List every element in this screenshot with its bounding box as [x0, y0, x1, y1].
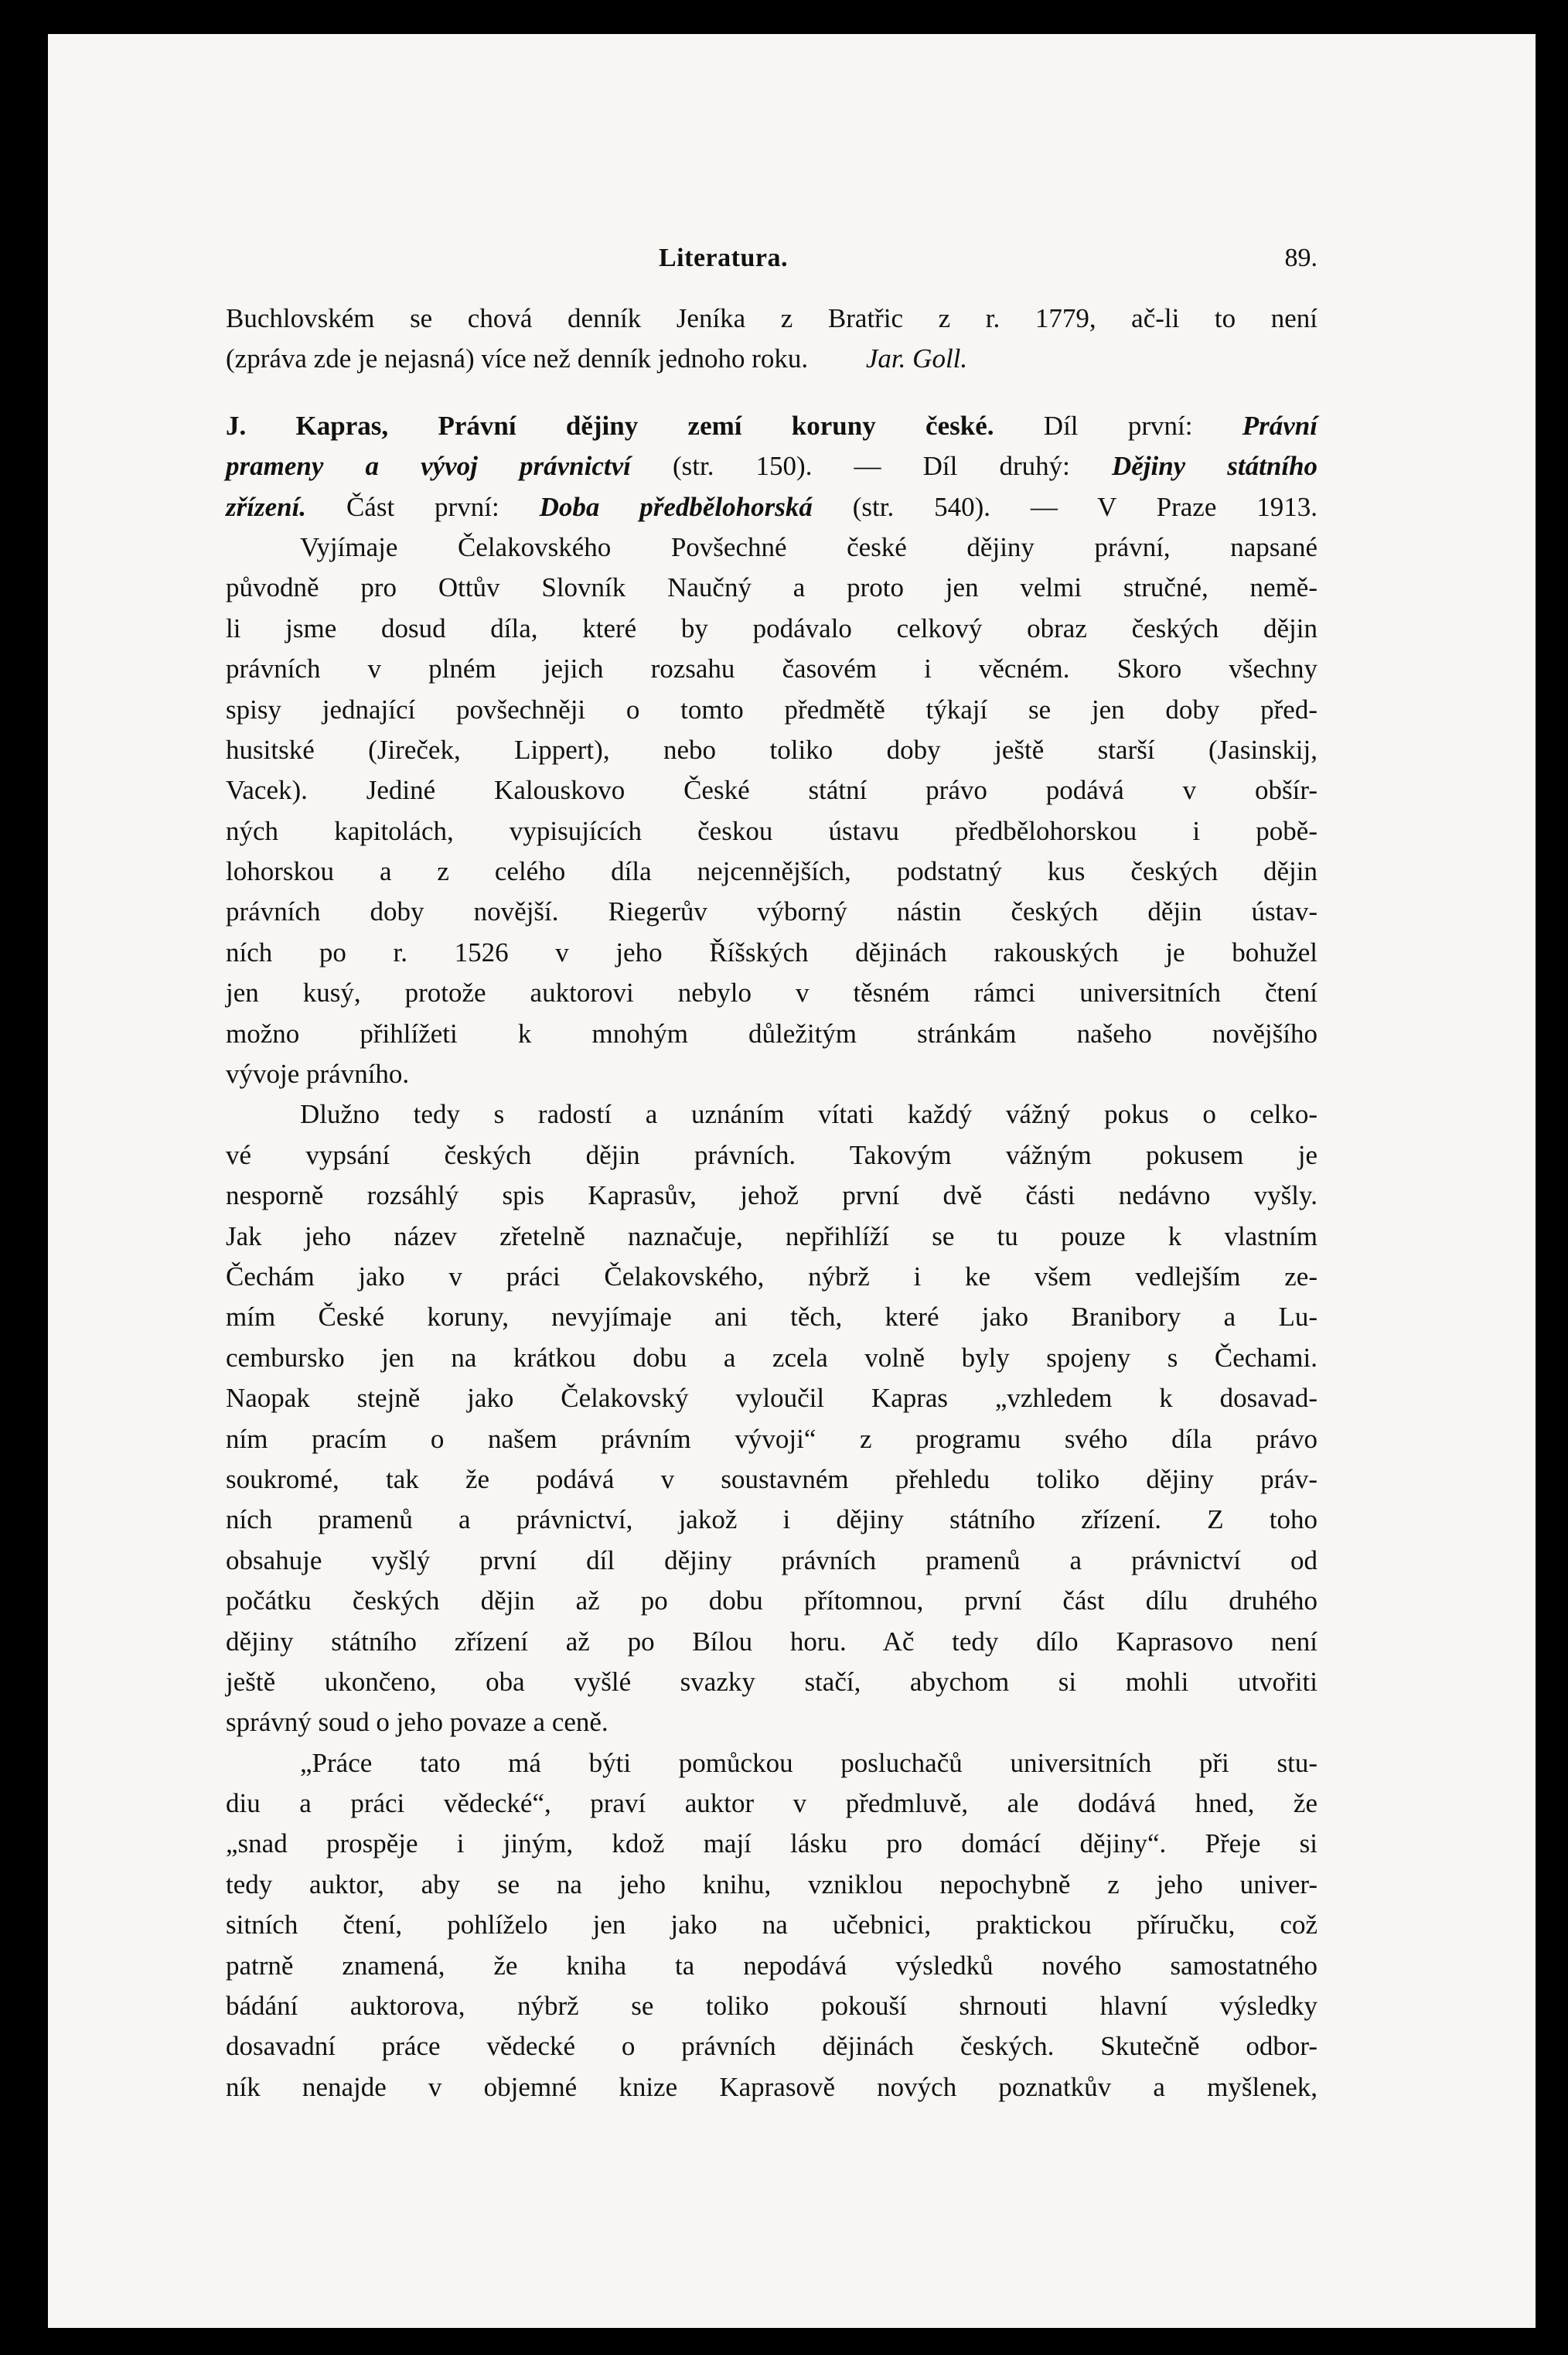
- scanned-page: [48, 34, 1536, 2328]
- citation-part2-title-a: Dějiny státního: [1111, 451, 1318, 482]
- reviewer-signature: Jar. Goll.: [865, 343, 968, 374]
- paragraph1-line: vývoje právního.: [226, 1059, 410, 1090]
- paragraph2-line: Naopak stejně jako Čelakovský vyloučil Kapras „vzhledem k dosavad-: [226, 1383, 1317, 1414]
- paragraph1-line: možno přihlížeti k mnohým důležitým stránkám našeho novějšího: [226, 1018, 1317, 1049]
- paragraph2-line: Jak jeho název zřetelně naznačuje, nepřihlíží se tu pouze k vlastním: [226, 1220, 1317, 1251]
- citation-part2-tail: (str. 540). — V Praze 1913.: [852, 491, 1318, 522]
- section-gap: [226, 380, 1317, 406]
- paragraph2-line: mím České koruny, nevyjímaje ani těch, které jako Branibory a Lu-: [226, 1302, 1317, 1333]
- citation-part1-label: Díl první:: [1043, 410, 1193, 441]
- paragraph1-line: lohorskou a z celého díla nejcennějších, podstatný kus českých dějin: [226, 856, 1317, 887]
- paragraph3-line: sitních čtení, pohlíželo jen jako na učebnici, praktickou příručku, což: [226, 1910, 1317, 1940]
- intro-line-text: (zpráva zde je nejasná) více než denník jednoho roku.: [226, 343, 809, 374]
- citation-part1-title-a: Právní: [1242, 410, 1317, 441]
- citation-author: J. Kapras,: [226, 410, 389, 441]
- paragraph1-line: Vyjímaje Čelakovského Povšechné české dějiny právní, napsané: [300, 531, 1317, 562]
- paragraph2-line: ním pracím o našem právním vývoji“ z programu svého díla právo: [226, 1423, 1317, 1454]
- paragraph1-line: ních po r. 1526 v jeho Říšských dějinách rakouských je bohužel: [226, 937, 1317, 968]
- paragraph3-line: „snad prospěje i jiným, kdož mají lásku pro domácí dějiny“. Přeje si: [226, 1828, 1317, 1859]
- citation-line-1: [226, 406, 1317, 446]
- paragraph2-line: počátku českých dějin až po dobu přítomnou, první část dílu druhého: [226, 1585, 1317, 1616]
- paragraph3-line: bádání auktorova, nýbrž se toliko pokouší shrnouti hlavní výsledky: [226, 1991, 1317, 2022]
- citation-part2-title-b: zřízení.: [226, 491, 307, 522]
- citation-part1-pages: (str. 150). — Díl druhý:: [672, 451, 1070, 482]
- citation-part2-part-title: Doba předbělohorská: [539, 491, 813, 522]
- paragraph2-line: soukromé, tak že podává v soustavném přehledu toliko dějiny práv-: [226, 1463, 1317, 1494]
- paragraph2-line: cembursko jen na krátkou dobu a zcela volně byly spojeny s Čechami.: [226, 1342, 1317, 1373]
- paragraph2-line: Čechám jako v práci Čelakovského, nýbrž i ke všem vedlejším ze-: [226, 1261, 1317, 1292]
- paragraph2-line: vé vypsání českých dějin právních. Takovým vážným pokusem je: [226, 1139, 1317, 1170]
- citation-line-2: [226, 446, 1317, 486]
- running-title: Literatura.: [659, 244, 788, 272]
- paragraph1-line: původně pro Ottův Slovník Naučný a proto jen velmi stručné, nemě-: [226, 572, 1317, 603]
- citation-title: Právní dějiny zemí koruny české.: [438, 410, 994, 441]
- paragraph3-line: „Práce tato má býti pomůckou posluchačů universitních při stu-: [300, 1747, 1317, 1778]
- paragraph2-line: ních pramenů a právnictví, jakož i dějiny státního zřízení. Z toho: [226, 1504, 1317, 1535]
- paragraph2-line: obsahuje vyšlý první díl dějiny právních pramenů a právnictví od: [226, 1544, 1317, 1575]
- paragraph3-line: diu a práci vědecké“, praví auktor v předmluvě, ale dodává hned, že: [226, 1788, 1317, 1819]
- intro-line-last: [226, 339, 1317, 379]
- paragraph3-line: dosavadní práce vědecké o právních dějinách českých. Skutečně odbor-: [226, 2031, 1317, 2062]
- paragraph2-line: Dlužno tedy s radostí a uznáním vítati každý vážný pokus o celko-: [300, 1099, 1317, 1130]
- paragraph3-line: patrně znamená, že kniha ta nepodává výsledků nového samostatného: [226, 1950, 1317, 1981]
- citation-part1-title-b: prameny a vývoj právnictví: [226, 451, 631, 482]
- paragraph1-line: ných kapitolách, vypisujících českou ústavu předbělohorskou i pobě-: [226, 815, 1317, 846]
- page-number: 89.: [1284, 244, 1317, 272]
- paragraph1-line: husitské (Jireček, Lippert), nebo toliko doby ještě starší (Jasinskij,: [226, 734, 1317, 765]
- intro-line: Buchlovském se chová denník Jeníka z Bratřic z r. 1779, ač-li to není: [226, 303, 1317, 333]
- page-header: [226, 238, 1317, 278]
- citation-line-3: [226, 487, 1317, 527]
- paragraph3-line: tedy auktor, aby se na jeho knihu, vzniklou nepochybně z jeho univer-: [226, 1869, 1317, 1899]
- paragraph1-line: li jsme dosud díla, které by podávalo celkový obraz českých dějin: [226, 613, 1317, 643]
- paragraph1-line: právních v plném jejich rozsahu časovém i věcném. Skoro všechny: [226, 654, 1317, 684]
- paragraph1-line: jen kusý, protože auktorovi nebylo v těsném rámci universitních čtení: [226, 978, 1317, 1009]
- paragraph2-line: dějiny státního zřízení až po Bílou horu. Ač tedy dílo Kaprasovo není: [226, 1626, 1317, 1657]
- paragraph1-line: spisy jednající povšechněji o tomto předmětě týkají se jen doby před-: [226, 694, 1317, 725]
- page-body: [226, 299, 1317, 2108]
- paragraph2-line: nesporně rozsáhlý spis Kaprasův, jehož první dvě části nedávno vyšly.: [226, 1180, 1317, 1211]
- paragraph1-line: právních doby novější. Riegerův výborný nástin českých dějin ústav-: [226, 896, 1317, 927]
- paragraph3-line: ník nenajde v objemné knize Kaprasově nových poznatkův a myšlenek,: [226, 2071, 1317, 2102]
- citation-part2-part-label: Část první:: [346, 491, 499, 522]
- paragraph1-line: Vacek). Jediné Kalouskovo České státní právo podává v obšír-: [226, 775, 1317, 806]
- paragraph2-line: ještě ukončeno, oba vyšlé svazky stačí, abychom si mohli utvořiti: [226, 1666, 1317, 1697]
- paragraph2-line: správný soud o jeho povaze a ceně.: [226, 1707, 608, 1738]
